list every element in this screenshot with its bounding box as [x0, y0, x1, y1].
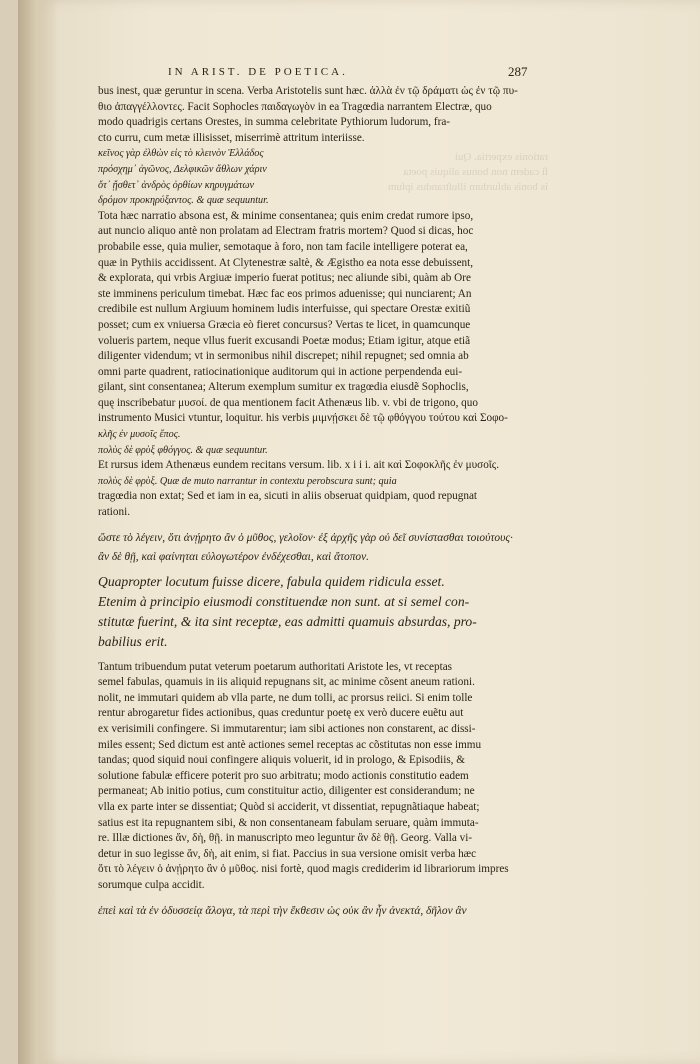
text-line: rationi.: [98, 506, 131, 519]
text-line: quę inscribebatur μυσοί. de qua mentionem facit Athenæus lib. v. vbi de trigono, quo: [98, 396, 478, 409]
commentary-block-a: [98, 84, 546, 521]
text-line: diligenter videndum; vt in sermonibus nihil discrepet; nihil repugnet; sed omnia ab: [98, 350, 469, 363]
text-line: cto curru, cum metæ illisisset, miserrimè attritum interiisse.: [98, 131, 365, 144]
text-line: tragœdia non extat; Sed et iam in ea, sicuti in aliis obseruat quidpiam, quod repugnat: [98, 490, 478, 503]
text-line: posset; cum ex vniuersa Græcia eò fieret concursus? Vertas te licet, in quamcunque: [98, 318, 471, 331]
text-line: re. Illæ dictiones ἄν, δὴ, θῇ. in manuscripto meo leguntur ἂν δὲ θῇ. Georg. Valla vi-: [98, 832, 473, 845]
text-line: „ κεῖνος γὰρ ἐλθὼν εἰς τὸ κλεινὸν Ἑλλάδος: [98, 146, 546, 162]
text-line: θιο ἀπαγγέλλοντες. Facit Sophocles παιδαγωγὸν in ea Tragœdia narrantem Electræ, quo: [98, 100, 492, 113]
next-greek-lemma: „ ἐπεὶ καὶ τὰ ἐν ὀδυσσείᾳ ἄλογα, τὰ περὶ τὴν ἔκθεσιν ὡς οὐκ ἂν ἦν ἀνεκτά, δῆλον ἂν: [98, 902, 546, 921]
translation-line: „ Quapropter locutum fuisse dicere, fabula quidem ridicula esset.: [98, 572, 546, 592]
text-line: sorumque culpa accidit.: [98, 878, 205, 891]
text-line: volueris partem, neque vllus fuerit excusandi Poetæ modus; Etiam igitur, atque etiã: [98, 334, 471, 347]
translation-line: „ Etenim à principio eiusmodi constituendæ non sunt. at si semel con-: [98, 592, 546, 612]
text-line: & explorata, qui vrbis Argiuæ imperio fuerat potitus; nec aliunde sibi, quàm ab Ore: [98, 272, 471, 285]
aristotle-greek-quote: [98, 529, 546, 567]
text-line: omni parte quadrent, ratiocinationique auditorum qui in actione perpendenda eui-: [98, 365, 463, 378]
text-line: modo quadrigis certans Orestes, in summa celebritate Pythiorum ludorum, fra-: [98, 116, 451, 129]
latin-translation: [98, 572, 546, 652]
text-line: semel fabulas, quamuis in iis aliquid repugnans sit, ac minime cõsent aneum rationi.: [98, 676, 475, 689]
text-line: probabile esse, quia mulier, semotaque à foro, non tam facile intelligere poterat ea,: [98, 240, 468, 253]
bleed-through: rationis expertia. Qui ſi cadem non bonus aliquis poeta is bonis abſurdum illuſtrandus ipſum: [387, 151, 548, 193]
text-line: tandas; quod siquid noui confingere aliquis voluerit, id in prologo, & Episodiis, &: [98, 754, 465, 767]
text-line: rentur abrogaretur fides actionibus, quas creduntur poetę ex verò ducere euẽtu aut: [98, 707, 464, 720]
running-title: IN ARIST. DE POETICA.: [168, 66, 348, 78]
text-line: aut nuncio aliquo antè non prolatam ad Electram fratris mortem? Quod si dicas, hoc: [98, 225, 474, 238]
text-line: κλῆς ἐν μυσοῖς ἔπος.: [98, 429, 181, 441]
text-line: solutione fabulæ efficere poterit pro suo arbitratu; modo actionis constitutio eadem: [98, 769, 469, 782]
translation-line: „ babilius erit.: [98, 632, 546, 652]
text-line: permaneat; Ab initio potius, cum constituitur actio, diligenter est considerandum; ne: [98, 785, 475, 798]
greek-line: „ ἂν δὲ θῇ, καὶ φαίνηται εὐλογωτέρον ἐνδέχεσθαι, καὶ ἄτοπον.: [98, 548, 546, 567]
text-line: quæ in Pythiis accidissent. At Clytenestræ saltè, & Ægistho ea nota esse debuissent,: [98, 256, 474, 269]
text-line: bus inest, quæ geruntur in scena. Verba Aristotelis sunt hæc. ἀλλὰ ἐν τῷ δράματι ὡς ἐν τῷ πυ-: [98, 85, 518, 97]
text-line: Tota hæc narratio absona est, & minime consentanea; quis enim credat rumore ipso,: [98, 209, 474, 222]
book-page: [18, 0, 700, 1064]
text-body: [98, 84, 546, 921]
text-line: detur in suo legisse ἄν, δὴ, ait enim, si fiat. Paccius in sua versione omisit verba hæc: [98, 847, 477, 860]
text-line: πολὺς δὲ φρὺξ φθόγγος. & quæ sequuntur.: [98, 444, 268, 456]
greek-line: „ ὥστε τὸ λέγειν, ὅτι ἀνῄρητο ἂν ὁ μῦθος, γελοῖον· ἐξ ἀρχῆς γὰρ οὐ δεῖ συνίστασθαι τοιούτους·: [98, 529, 546, 548]
translation-line: „ stitutæ fuerint, & ita sint receptæ, eas admitti quamuis absurdas, pro-: [98, 612, 546, 632]
text-line: „ ὅτ᾽ ᾔσθετ᾽ ἀνδρὸς ὀρθίων κηρυγμάτων: [98, 178, 546, 194]
text-line: vlla ex parte inter se dissentiat; Quòd si acciderit, vt dissentiat, repugnãtiaque habeat;: [98, 800, 480, 813]
text-line: gilant, sint consentanea; Alterum exemplum sumitur ex tragœdia eiusdẽ Sophoclis,: [98, 381, 469, 394]
text-line: miles essent; Sed dictum est antè actiones semel receptas ac cõstitutas non esse immu: [98, 738, 482, 751]
text-line: „ πολὺς δὲ φρὺξ. Quæ de muto narrantur in contextu perobscura sunt; quia: [98, 474, 546, 490]
text-line: nolit, ne immutari quidem ab vlla parte, ne dum tolli, ac prorsus reiici. Si enim tolle: [98, 691, 473, 704]
text-line: ὅτι τὸ λέγειν ὁ ἀνῄρητο ἂν ὁ μῦθος. nisi fortè, quod magis crediderim id librariorum impres: [98, 863, 509, 876]
folio-number: 287: [508, 64, 528, 79]
text-line: „ πρόσχημ᾽ ἀγῶνος, Δελφικῶν ἄθλων χάριν: [98, 162, 546, 178]
text-line: Et rursus idem Athenæus eundem recitans versum. lib. x i i i. ait καὶ Σοφοκλῆς ἐν μυσοῖς.: [98, 459, 500, 472]
text-line: ste imminens periculum timebat. Hæc fac eos primos aduenisse; qui nunciarent; An: [98, 287, 472, 300]
gutter-shadow: [18, 0, 56, 1064]
text-line: Tantum tribuendum putat veterum poetarum authoritati Aristote les, vt receptas: [98, 660, 453, 673]
commentary-block-b: [98, 660, 546, 894]
text-line: ex verisimili confingere. Si immutarentur; iam sibi actiones non constarent, ac dissi-: [98, 723, 476, 735]
text-line: „ δρόμον προκηρύξαντος. & quæ sequuntur.: [98, 193, 546, 209]
text-line: instrumento Musici vtuntur, loquitur. his verbis μιμνῄσκει δὲ τῷ φθόγγου τούτου καὶ Σοφο-: [98, 412, 508, 425]
text-line: credibile est nullum Argiuum hominem ludis interfuisse, qui spectare Orestæ exitiũ: [98, 303, 471, 316]
text-line: satius est ita repugnantem sibi, & non consentaneam fabulam seruare, quàm immuta-: [98, 816, 479, 829]
